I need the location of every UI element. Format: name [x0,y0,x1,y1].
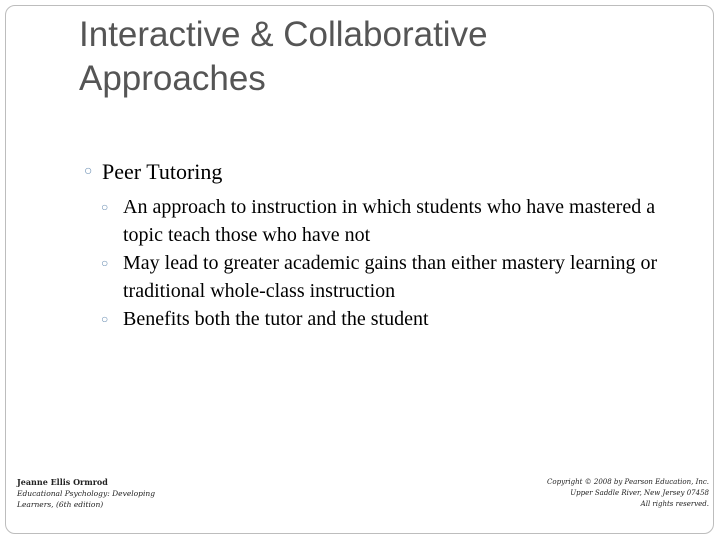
footer-copyright-line-1: Copyright © 2008 by Pearson Education, Inc. [547,478,709,486]
footer-copyright [509,477,709,510]
sub-bullet-text: Benefits both the tutor and the student [123,308,429,330]
footer-copyright-line-2: Upper Saddle River, New Jersey 07458 [570,489,709,497]
hollow-circle-bullet-icon: ○ [84,164,93,179]
hollow-circle-bullet-icon: ○ [101,256,109,270]
footer-copyright-line-3: All rights reserved. [640,500,709,508]
sub-bullet-benefits [101,305,683,333]
footer-book-line-1: Educational Psychology: Developing [17,489,156,498]
slide-title: Interactive & Collaborative Approaches [79,15,488,98]
hollow-circle-bullet-icon: ○ [101,312,109,326]
bullet-peer-tutoring [84,157,684,187]
footer-book-line-2: Learners, (6th edition) [17,500,104,509]
sub-bullet-academic-gains [101,249,683,305]
hollow-circle-bullet-icon: ○ [101,200,109,214]
footer-book-info [17,477,177,510]
bullet-text: Peer Tutoring [102,159,223,184]
sub-bullet-text: May lead to greater academic gains than either mastery learning or traditional whole-class instruction [123,252,658,302]
sub-bullet-definition [101,193,683,249]
footer-author: Jeanne Ellis Ormrod [17,477,108,487]
slide-content [84,157,684,333]
sub-bullet-text: An approach to instruction in which students who have mastered a topic teach those who have not [123,196,656,246]
